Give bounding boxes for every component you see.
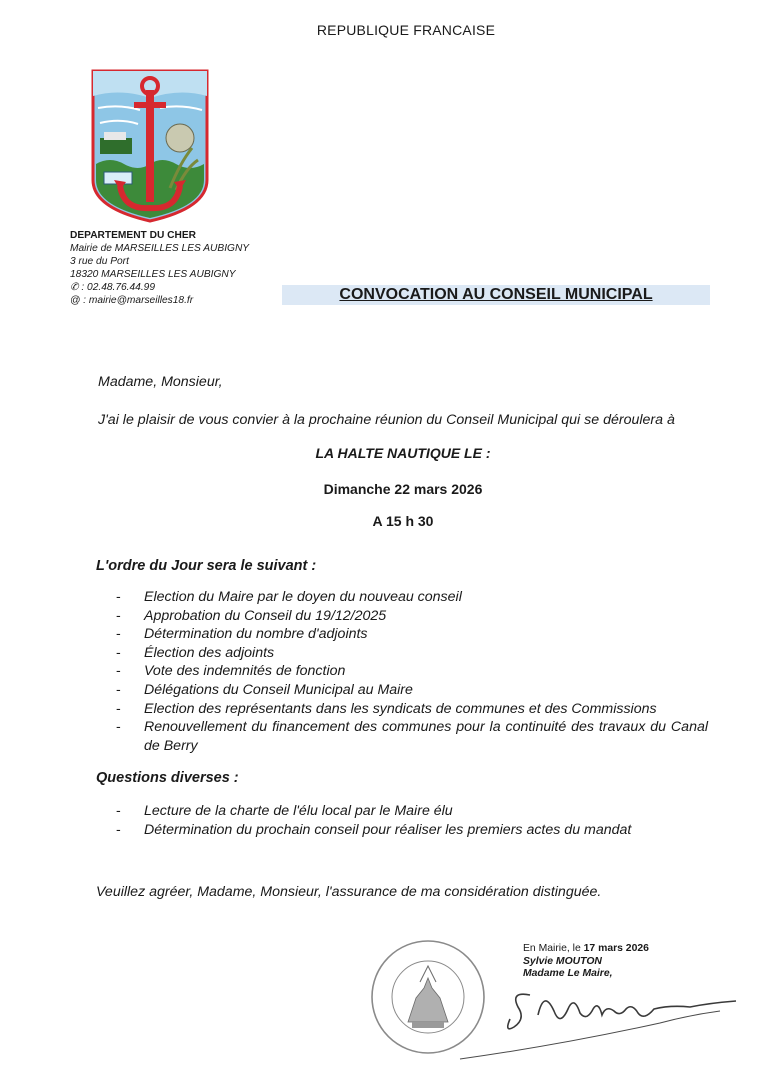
agenda-list bbox=[116, 588, 716, 755]
questions-list bbox=[116, 802, 716, 839]
list-item: - Election des représentants dans les syndicats de communes et des Commissions bbox=[116, 700, 657, 717]
closing-formula: Veuillez agréer, Madame, Monsieur, l'assurance de ma considération distinguée. bbox=[96, 884, 602, 900]
list-item: - Approbation du Conseil du 19/12/2025 bbox=[116, 607, 387, 624]
list-item: - Élection des adjoints bbox=[116, 644, 275, 661]
street-address: 3 rue du Port bbox=[70, 256, 129, 267]
sender-address-block bbox=[70, 229, 249, 307]
list-item: - Election du Maire par le doyen du nouveau conseil bbox=[116, 589, 462, 605]
meeting-date: Dimanche 22 mars 2026 bbox=[323, 481, 483, 497]
intro-paragraph: J'ai le plaisir de vous convier à la prochaine réunion du Conseil Municipal qui se déroulera à bbox=[98, 412, 675, 428]
document-title: CONVOCATION AU CONSEIL MUNICIPAL bbox=[339, 286, 653, 303]
place-date-line: En Mairie, le 17 mars 2026 bbox=[523, 943, 649, 954]
republic-heading: REPUBLIQUE FRANCAISE bbox=[316, 22, 496, 38]
list-item: - Détermination du prochain conseil pour réaliser les premiers actes du mandat bbox=[116, 821, 632, 838]
venue-line: LA HALTE NAUTIQUE LE : bbox=[315, 445, 491, 461]
questions-heading: Questions diverses : bbox=[96, 770, 239, 786]
coat-of-arms-logo bbox=[90, 68, 210, 224]
mayor-title: Madame Le Maire, bbox=[523, 968, 613, 979]
meeting-time: A 15 h 30 bbox=[372, 513, 434, 529]
list-item: - Délégations du Conseil Municipal au Maire bbox=[116, 681, 413, 698]
list-item: - Renouvellement du financement des communes pour la continuité des travaux du Canal de Berry bbox=[116, 719, 708, 754]
email-address: @ : mairie@marseilles18.fr bbox=[70, 295, 194, 306]
handwritten-signature bbox=[440, 975, 740, 1065]
department-name: DEPARTEMENT DU CHER bbox=[70, 230, 197, 241]
list-item: - Détermination du nombre d'adjoints bbox=[116, 626, 368, 643]
list-item: - Lecture de la charte de l'élu local par le Maire élu bbox=[116, 803, 453, 819]
list-item: - Vote des indemnités de fonction bbox=[116, 663, 346, 680]
mairie-name: Mairie de MARSEILLES LES AUBIGNY bbox=[70, 243, 250, 254]
mayor-name: Sylvie MOUTON bbox=[523, 955, 602, 967]
city-address: 18320 MARSEILLES LES AUBIGNY bbox=[70, 269, 236, 280]
agenda-heading: L'ordre du Jour sera le suivant : bbox=[96, 558, 317, 574]
salutation: Madame, Monsieur, bbox=[98, 374, 223, 390]
signature-date: 17 mars 2026 bbox=[583, 943, 649, 954]
phone-number: ✆ : 02.48.76.44.99 bbox=[70, 282, 156, 293]
